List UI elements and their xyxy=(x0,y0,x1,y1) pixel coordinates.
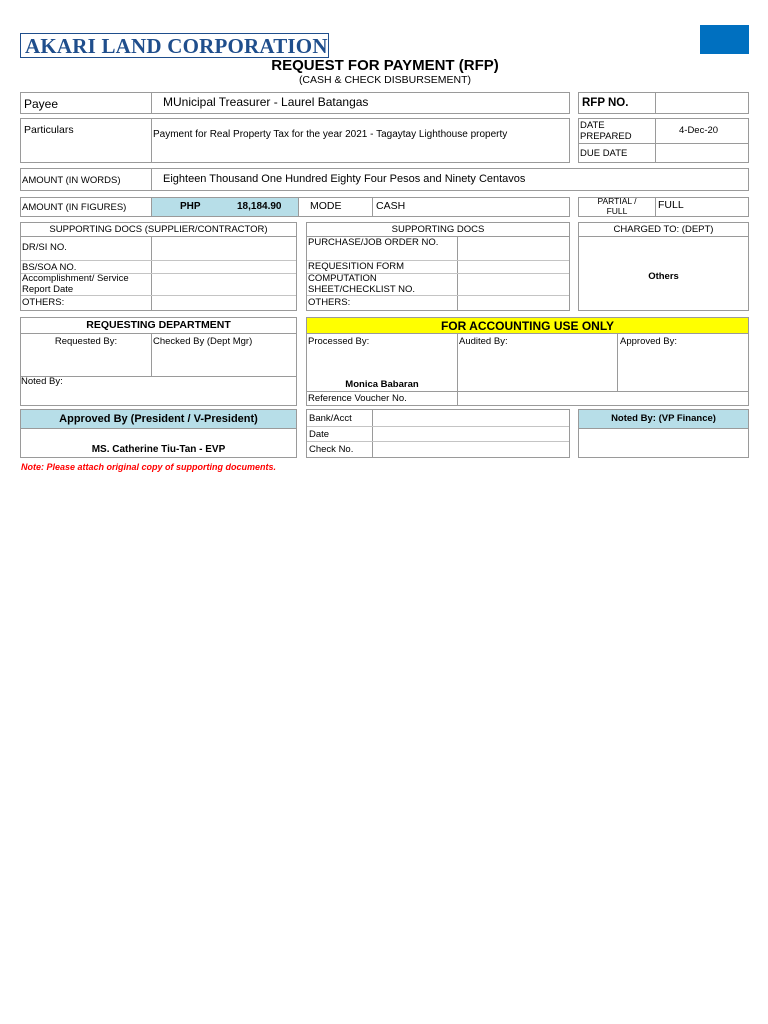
date-prepared-label: DATE PREPARED xyxy=(580,120,632,142)
amount-words-box xyxy=(20,168,749,191)
processed-by-label: Processed By: xyxy=(308,336,370,347)
requested-by-label: Requested By: xyxy=(54,336,118,347)
dates-box xyxy=(578,118,749,163)
payee-value[interactable]: MUnicipal Treasurer - Laurel Batangas xyxy=(163,95,369,109)
audited-by-label: Audited By: xyxy=(459,336,508,347)
requesting-dept-header: REQUESTING DEPARTMENT xyxy=(86,319,231,331)
rfp-no-box xyxy=(578,92,749,114)
particulars-label: Particulars xyxy=(24,124,74,136)
dr-si-label: DR/SI NO. xyxy=(22,242,67,253)
amount-words-value[interactable]: Eighteen Thousand One Hundred Eighty Four Pesos and Ninety Centavos xyxy=(163,173,526,185)
supporting-docs-box xyxy=(306,222,570,311)
payee-label: Payee xyxy=(24,97,59,111)
partial-full-label: PARTIAL / FULL xyxy=(597,196,637,216)
approver-name[interactable]: MS. Catherine Tiu-Tan - EVP xyxy=(91,444,226,455)
bank-acct-label: Bank/Acct xyxy=(309,413,352,424)
partial-full-box xyxy=(578,197,749,217)
supporting-supplier-header: SUPPORTING DOCS (SUPPLIER/CONTRACTOR) xyxy=(49,224,268,235)
ref-voucher-label: Reference Voucher No. xyxy=(308,393,407,404)
others-supplier-label: OTHERS: xyxy=(22,297,65,308)
charged-to-box xyxy=(578,222,749,311)
particulars-box xyxy=(20,118,570,163)
noted-vp-box xyxy=(578,409,749,458)
accounting-box xyxy=(306,317,749,406)
supporting-docs-header: SUPPORTING DOCS xyxy=(391,224,485,235)
noted-vp-header: Noted By: (VP Finance) xyxy=(611,413,716,424)
mode-value[interactable]: CASH xyxy=(376,200,406,212)
checked-by-label: Checked By (Dept Mgr) xyxy=(153,336,253,347)
amount-figures-label: AMOUNT (IN FIGURES) xyxy=(22,202,127,213)
check-no-label: Check No. xyxy=(309,444,354,455)
computation-sheet-label: COMPUTATION SHEET/CHECKLIST NO. xyxy=(308,273,415,295)
purchase-order-label: PURCHASE/JOB ORDER NO. xyxy=(308,237,439,248)
mode-label: MODE xyxy=(310,200,342,212)
bank-details-box xyxy=(306,409,570,458)
date-prepared-value[interactable]: 4-Dec-20 xyxy=(679,125,719,136)
bank-date-label: Date xyxy=(309,429,330,440)
noted-by-label: Noted By: xyxy=(21,376,63,387)
blue-square-icon xyxy=(700,25,749,54)
company-logo xyxy=(20,33,329,58)
requesting-dept-box xyxy=(20,317,297,406)
approved-by-header: Approved By (President / V-President) xyxy=(59,413,258,425)
supporting-supplier-box xyxy=(20,222,297,311)
approved-by-box xyxy=(20,409,297,458)
payee-box xyxy=(20,92,570,114)
amount-words-label: AMOUNT (IN WORDS) xyxy=(22,175,121,186)
others-docs-label: OTHERS: xyxy=(308,297,351,308)
amount-figures-value[interactable]: 18,184.90 xyxy=(237,201,282,212)
charged-to-header: CHARGED TO: (DEPT) xyxy=(613,224,714,235)
accounting-header: FOR ACCOUNTING USE ONLY xyxy=(440,319,615,333)
footer-note: Note: Please attach original copy of supporting documents. xyxy=(21,462,277,472)
particulars-value[interactable]: Payment for Real Property Tax for the year 2021 - Tagaytay Lighthouse property xyxy=(153,129,508,140)
rfp-no-label: RFP NO. xyxy=(582,97,629,109)
charged-to-value[interactable]: Others xyxy=(648,271,679,282)
company-name: AKARI LAND CORPORATION xyxy=(25,34,328,58)
bs-soa-label: BS/SOA NO. xyxy=(22,262,77,273)
amount-figures-box xyxy=(20,197,570,217)
page-subtitle: (CASH & CHECK DISBURSEMENT) xyxy=(298,74,472,86)
approved-by-label: Approved By: xyxy=(620,336,678,347)
amount-currency: PHP xyxy=(180,201,201,212)
accomplishment-label: Accomplishment/ Service Report Date xyxy=(22,273,129,295)
requisition-form-label: REQUESITION FORM xyxy=(308,261,405,272)
page-title: REQUEST FOR PAYMENT (RFP) xyxy=(271,57,499,74)
partial-full-value[interactable]: FULL xyxy=(658,199,684,211)
processor-name[interactable]: Monica Babaran xyxy=(345,379,419,390)
due-date-label: DUE DATE xyxy=(580,148,628,159)
